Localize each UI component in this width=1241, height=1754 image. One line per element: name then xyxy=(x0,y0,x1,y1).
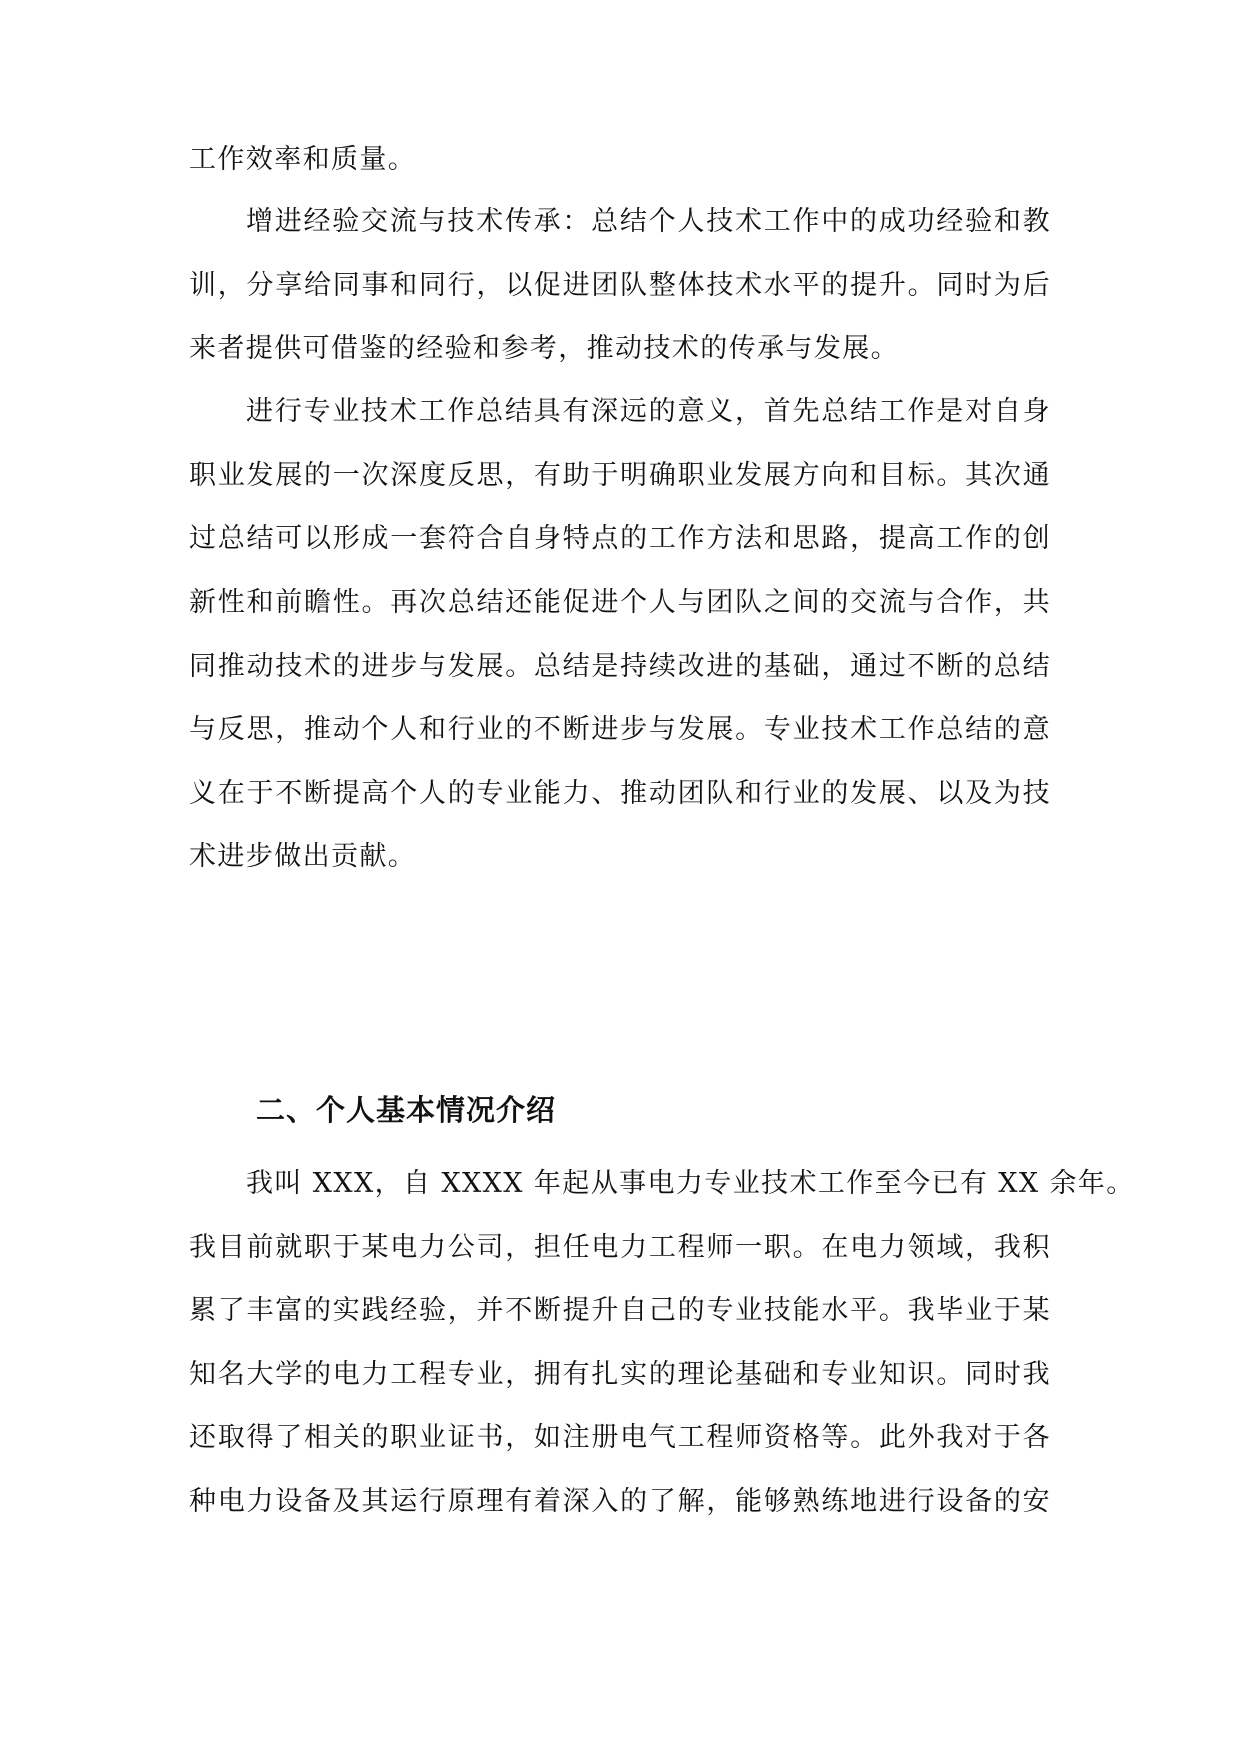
paragraph-line: 训，分享给同事和同行，以促进团队整体技术水平的提升。同时为后 xyxy=(189,270,1051,301)
paragraph-line: 来者提供可借鉴的经验和参考，推动技术的传承与发展。 xyxy=(189,333,899,364)
paragraph-line: 我叫 XXX，自 XXXX 年起从事电力专业技术工作至今已有 XX 余年。 xyxy=(246,1168,1135,1199)
paragraph-line: 累了丰富的实践经验，并不断提升自己的专业技能水平。我毕业于某 xyxy=(189,1295,1051,1326)
paragraph-line: 知名大学的电力工程专业，拥有扎实的理论基础和专业知识。同时我 xyxy=(189,1359,1051,1390)
paragraph-line: 增进经验交流与技术传承：总结个人技术工作中的成功经验和教 xyxy=(246,206,1051,237)
paragraph-line: 工作效率和质量。 xyxy=(189,144,417,175)
paragraph-line: 过总结可以形成一套符合自身特点的工作方法和思路，提高工作的创 xyxy=(189,523,1051,554)
paragraph-line: 术进步做出贡献。 xyxy=(189,841,417,872)
paragraph-line: 同推动技术的进步与发展。总结是持续改进的基础，通过不断的总结 xyxy=(189,651,1051,682)
paragraph-line: 新性和前瞻性。再次总结还能促进个人与团队之间的交流与合作，共 xyxy=(189,587,1051,618)
paragraph-line: 还取得了相关的职业证书，如注册电气工程师资格等。此外我对于各 xyxy=(189,1422,1051,1453)
section-heading: 二、个人基本情况介绍 xyxy=(256,1093,557,1127)
paragraph-line: 进行专业技术工作总结具有深远的意义，首先总结工作是对自身 xyxy=(246,396,1051,427)
paragraph-line: 种电力设备及其运行原理有着深入的了解，能够熟练地进行设备的安 xyxy=(189,1486,1051,1517)
paragraph-line: 义在于不断提高个人的专业能力、推动团队和行业的发展、以及为技 xyxy=(189,778,1051,809)
paragraph-line: 职业发展的一次深度反思，有助于明确职业发展方向和目标。其次通 xyxy=(189,460,1051,491)
paragraph-line: 与反思，推动个人和行业的不断进步与发展。专业技术工作总结的意 xyxy=(189,714,1051,745)
paragraph-line: 我目前就职于某电力公司，担任电力工程师一职。在电力领域，我积 xyxy=(189,1232,1051,1263)
